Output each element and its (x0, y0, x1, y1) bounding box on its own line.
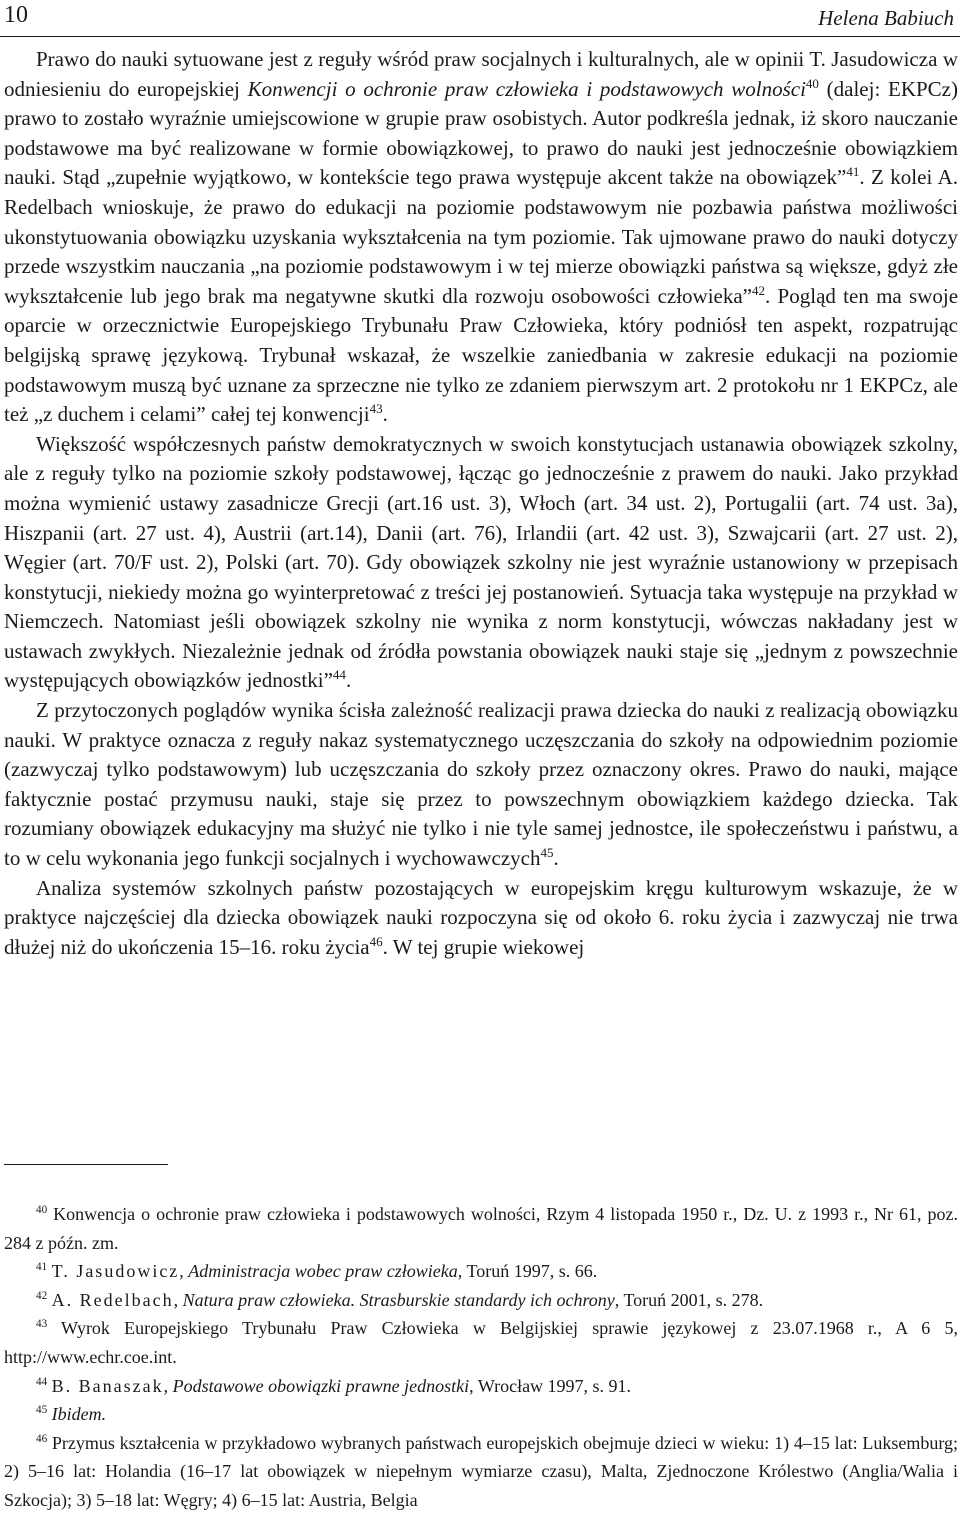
running-head: Helena Babiuch (818, 6, 954, 30)
text-run: (dalej: EKPCz) prawo to zostało wyraźnie umiejscowione w grupie praw osobistych. Autor podkreśla jednak, iż skoro nauczanie podstawowe ma być realizowane w formie obowiązkowej, to prawo do nauki jest jednocześnie obowiązkiem nauki. Stąd „zupełnie wyjątkowo, w kontekście tego prawa występuje akcent także na obowiązek” (4, 76, 958, 190)
footnote-title: Natura praw człowieka. Strasburskie standardy ich ochrony (182, 1289, 615, 1310)
italic-title: Konwencji o ochronie praw człowieka i podstawowych wolności (247, 76, 806, 101)
paragraph-2 (4, 430, 958, 696)
paragraph-3 (4, 696, 958, 874)
footnote-ref-42[interactable]: 42 (752, 282, 766, 298)
footnote-number: 44 (36, 1375, 48, 1388)
footnote-separator (4, 1164, 168, 1165)
footnote-46 (4, 1429, 958, 1515)
footnote-42: $^{42}$ A. Redelbach, Natura praw człowieka. Strasburskie standardy ich ochrony, Toruń 2001, s. 278. (36, 1289, 764, 1310)
footnote-author: B. Banaszak (51, 1375, 164, 1396)
footnotes (4, 1200, 958, 1515)
footnote-number: 40 (36, 1204, 48, 1216)
text-run: Prawo do nauki sytuowane jest z reguły wśród praw socjalnych i kulturalnych, ale w opinii T. Jasudowicza w odniesieniu do europejskiej (4, 47, 958, 101)
footnote-text: , Wrocław 1997, s. 91. (469, 1375, 632, 1396)
footnote-number: 46 (36, 1432, 48, 1445)
text-run: Z przytoczonych poglądów wynika ścisła zależność realizacji prawa dziecka do nauki z realizacją obowiązku nauki. W praktyce oznacza z reguły nakaz systematycznego uczęszczania do szkoły na odpowiednim poziomie (zazwyczaj tylko podstawowym) lub uczęszczania do szkoły przez oznaczony okres. Prawo do nauki, mające faktycznie postać przymusu nauki, staje się przez to powszechnym obowiązkiem każdego dziecka. Tak rozumiany obowiązek edukacyjny ma służyć nie tylko i nie tyle samej jednostce, ile społeczeństwu i państwu, a to w celu wykonania jego funkcji socjalnych i wychowawczych (4, 698, 958, 871)
footnote-ref-43[interactable]: 43 (369, 401, 383, 417)
footnote-title: Administracja wobec praw człowieka (188, 1261, 458, 1282)
footnote-number: 42 (36, 1289, 48, 1302)
footnote-text: , Toruń 2001, s. 278. (614, 1289, 764, 1310)
text-run: . Z kolei A. Redelbach wnioskuje, że prawo do edukacji na poziomie podstawowym nie pozbawia państwa możliwości ukonstytuowania obowiązku uzyskania wykształcenia na tym poziomie. Tak ujmowane prawo do nauki dotyczy przede wszystkim nauczania „na poziomie podstawowym i w tej mierze obowiązki państwa są większe, gdyż złe wykształcenie lub jego brak ma negatywne skutki dla rozwoju osobowości człowieka” (4, 165, 958, 308)
footnote-title: Podstawowe obowiązki prawne jednostki (172, 1375, 470, 1396)
text-run: . Pogląd ten ma swoje oparcie w orzecznictwie Europejskiego Trybunału Praw Człowieka, który podniósł ten aspekt, rozpatrując belgijską sprawę językową. Trybunał wskazał, że wszelkie zaniedbania w zakresie edukacji na poziomie podstawowym muszą być uznane za sprzeczne nie tylko ze zdaniem pierwszym art. 2 protokołu nr 1 EKPCz, ale też „z duchem i celami” całej tej konwencji (4, 283, 959, 427)
page-header (0, 0, 960, 40)
footnote-ref-46[interactable]: 46 (369, 933, 383, 949)
header-rule (0, 36, 960, 37)
footnote-ref-41[interactable]: 41 (846, 164, 860, 180)
footnote-ref-40[interactable]: 40 (805, 75, 819, 91)
footnote-ref-44[interactable]: 44 (332, 667, 346, 683)
footnote-author: T. Jasudowicz (51, 1261, 180, 1282)
text-run: Większość współczesnych państw demokratycznych w swoich konstytucjach ustanawia obowiązek szkolny, ale z reguły tylko na poziomie szkoły podstawowej, łącząc go jednocześnie z prawem do nauki. Jako przykład można wymienić ustawy zasadnicze Grecji (art.16 ust. 3), Włoch (art. 34 ust. 2), Portugalii (art. 74 ust. 3a), Hiszpanii (art. 27 ust. 4), Austrii (art.14), Danii (art. 76), Irlandii (art. 42 ust. 3), Szwajcarii (art. 27 ust. 2), Węgier (art. 70/F ust. 2), Polski (art. 70). Gdy obowiązek szkolny nie jest wyraźnie ustanowiony w przepisach konstytucji, niekiedy można go wyinterpretować z treści jej postanowień. Sytuacja taka występuje na przykład w Niemczech. Natomiast jeśli obowiązek szkolny nie wynika z norm konstytucji, wówczas nakładany jest w ustawach zwykłych. Niezależnie jednak od źródła powstania obowiązek nauki staje się „jednym z powszechnie występujących obowiązków jednostki” (4, 431, 958, 693)
text-run: . (382, 402, 388, 427)
paragraph-1 (4, 45, 958, 430)
footnote-number: 43 (36, 1318, 48, 1331)
footnote-text: , Toruń 1997, s. 66. (457, 1261, 598, 1282)
text-run: . W tej grupie wiekowej (382, 934, 585, 959)
footnote-text: Konwencja o ochronie praw człowieka i podstawowych wolności, Rzym 4 listopada 1950 r., Dz. U. z 1993 r., Nr 61, poz. 284 z późn. zm. (4, 1204, 958, 1253)
footnote-number: 45 (36, 1404, 48, 1417)
footnote-text: Przymus kształcenia w przykładowo wybranych państwach europejskich obejmuje dzieci w wieku: 1) 4–15 lat: Luksemburg; 2) 5–16 lat: Holandia (16–17 lat obowiązek w niepełnym wymiarze czasu), Malta, Zjednoczone Królestwo (Anglia/Walia i Szkocja); 3) 5–18 lat: Węgry; 4) 6–15 lat: Austria, Belgia (4, 1432, 958, 1510)
page-number: 10 (4, 2, 28, 28)
footnote-40 (4, 1200, 958, 1257)
footnote-44: $^{44}$ B. Banaszak, Podstawowe obowiązki prawne jednostki, Wrocław 1997, s. 91. (36, 1375, 632, 1396)
footnote-text: Wyrok Europejskiego Trybunału Praw Człowieka w Belgijskiej sprawie językowej z 23.07.1968 r., A 6 5, http://www.echr.coe.int. (4, 1318, 958, 1367)
footnote-43 (4, 1314, 958, 1371)
text-run: Analiza systemów szkolnych państw pozostających w europejskim kręgu kulturowym wskazuje, że w praktyce najczęściej dla dziecka obowiązek nauki rozpoczyna się od około 6. roku życia i zazwyczaj nie trwa dłużej niż do ukończenia 15–16. roku życia (4, 875, 958, 959)
text-run: . (553, 846, 559, 871)
footnote-number: 41 (36, 1261, 48, 1274)
paragraph-4 (4, 874, 958, 963)
footnote-author: A. Redelbach (51, 1289, 174, 1310)
footnote-41: $^{41}$ T. Jasudowicz, Administracja wobec praw człowieka, Toruń 1997, s. 66. (36, 1261, 598, 1282)
footnote-title: Ibidem. (51, 1404, 107, 1425)
footnote-ref-45[interactable]: 45 (540, 845, 554, 861)
text-run: . (345, 668, 352, 693)
body-text (4, 45, 958, 962)
footnote-45 (4, 1400, 958, 1429)
